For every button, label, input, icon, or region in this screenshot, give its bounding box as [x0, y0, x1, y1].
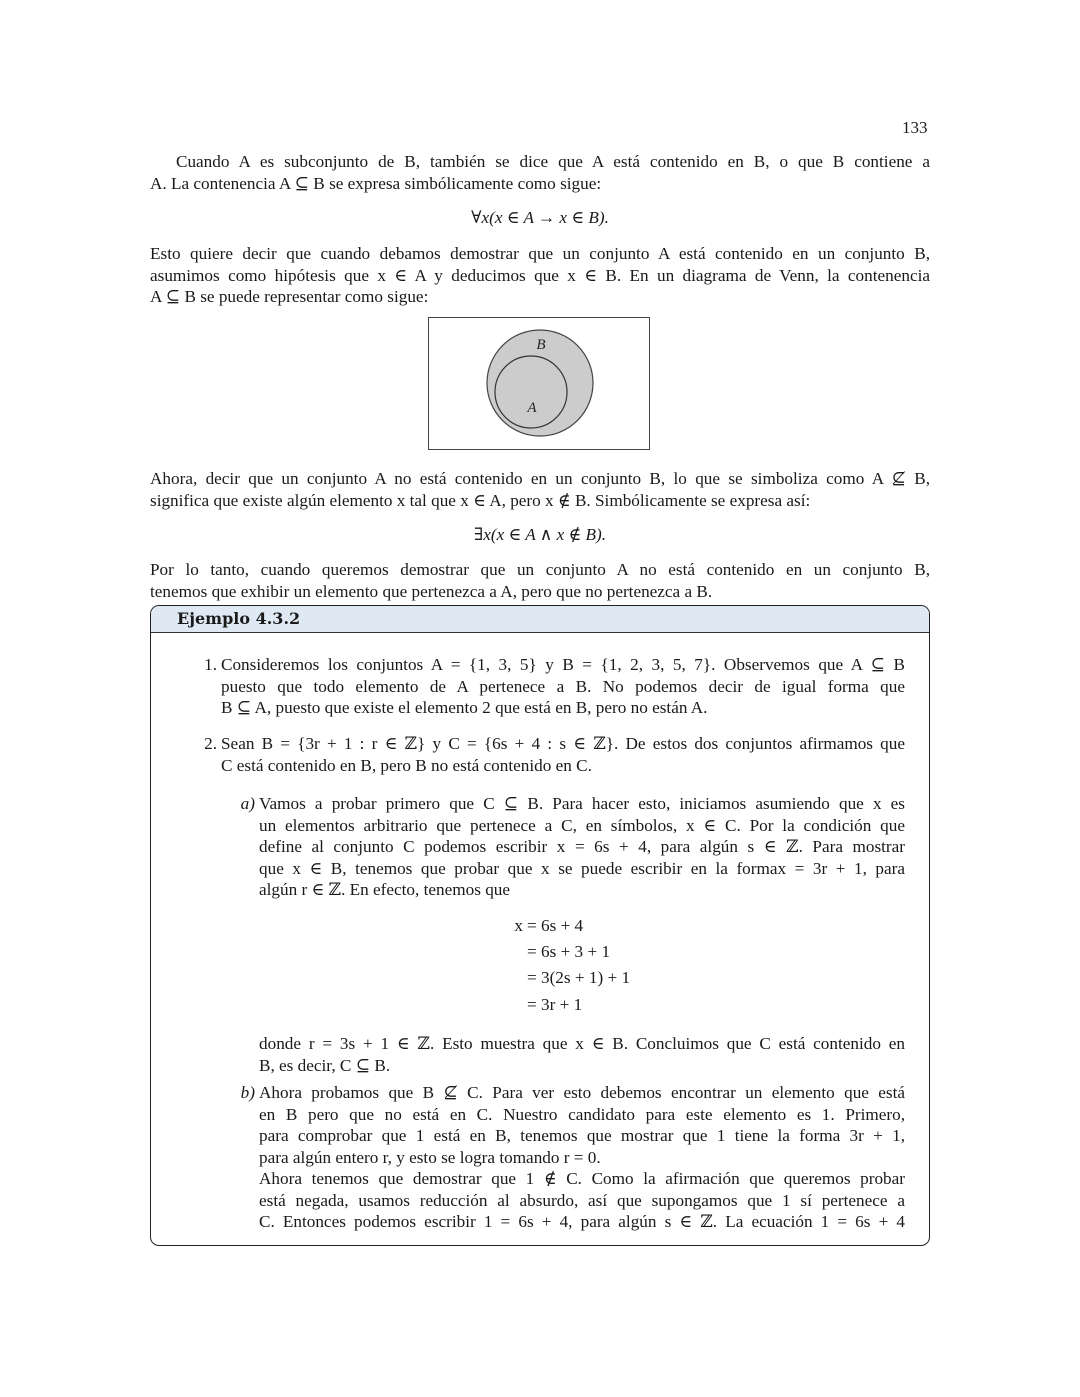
- example-title: Ejemplo 4.3.2: [151, 606, 929, 633]
- text-line: que x ∈ B, tenemos que probar que x se puede escribir en la formax = 3r + 1, para: [259, 858, 905, 878]
- intro-paragraph: [150, 151, 930, 194]
- text-line: A. La contenencia A ⊆ B se expresa simbólicamente como sigue:: [150, 173, 602, 193]
- equation-rhs: = 3r + 1: [527, 995, 583, 1014]
- subitem-label: a): [240, 794, 255, 813]
- venn-svg: [429, 318, 649, 449]
- paragraph-2: [150, 243, 930, 308]
- text-line: un elementos arbitrario que pertenece a C, en símbolos, x ∈ C. Por la condición que: [259, 815, 905, 835]
- example-box: [150, 605, 930, 1246]
- set-a-circle: [495, 356, 567, 428]
- text-line: donde r = 3s + 1 ∈ ℤ. Esto muestra que x ∈ B. Concluimos que C está contenido en: [259, 1034, 905, 1053]
- example-subitem-a-conclusion: [259, 1033, 905, 1076]
- example-subitem-a: [259, 793, 905, 901]
- text-line: B, es decir, C ⊆ B.: [259, 1055, 391, 1075]
- paragraph-4: [150, 559, 930, 602]
- text-line: algún r ∈ ℤ. En efecto, tenemos que: [259, 880, 511, 899]
- set-a-label: A: [527, 400, 537, 416]
- text-line: C. Entonces podemos escribir 1 = 6s + 4, para algún s ∈ ℤ. La ecuación 1 = 6s + 4: [259, 1212, 905, 1231]
- text-line: está negada, usamos reducción al absurdo, así que supongamos que 1 sí pertenece a: [259, 1190, 905, 1210]
- text-line: para comprobar que 1 está en B, tenemos que mostrar que 1 tiene la forma 3r + 1,: [259, 1126, 905, 1145]
- text-line: C está contenido en B, pero B no está contenido en C.: [221, 755, 592, 775]
- text-line: Ahora, decir que un conjunto A no está contenido en un conjunto B, lo que se simboliza como A ⊈ B,: [150, 469, 930, 488]
- text-line: significa que existe algún elemento x tal que x ∈ A, pero x ∉ B. Simbólicamente se expresa así:: [150, 490, 811, 510]
- text-line: Cuando A es subconjunto de B, también se dice que A está contenido en B, o que B contiene a: [176, 152, 930, 171]
- text-line: Vamos a probar primero que C ⊆ B. Para hacer esto, iniciamos asumiendo que x es: [259, 794, 905, 813]
- text-line: para algún entero r, y esto se logra tomando r = 0.: [259, 1147, 601, 1167]
- text-line: Ahora tenemos que demostrar que 1 ∉ C. Como la afirmación que queremos probar: [259, 1169, 905, 1188]
- formula-subset: ∀x(x ∈ A → x ∈ B).: [471, 208, 609, 227]
- text-line: tenemos que exhibir un elemento que pertenezca a A, pero que no pertenezca a B.: [150, 581, 713, 601]
- text-line: B ⊆ A, puesto que existe el elemento 2 que está en B, pero no están A.: [221, 698, 708, 717]
- text-line: Ahora probamos que B ⊈ C. Para ver esto debemos encontrar un elemento que está: [259, 1083, 905, 1102]
- example-item-1: [221, 654, 905, 719]
- text-line: Por lo tanto, cuando queremos demostrar que un conjunto A no está contenido en un conjunto B,: [150, 560, 930, 579]
- venn-diagram: [428, 317, 650, 450]
- subitem-label: b): [240, 1083, 255, 1102]
- text-line: Sean B = {3r + 1 : r ∈ ℤ} y C = {6s + 4 : s ∈ ℤ}. De estos dos conjuntos afirmamos que: [221, 734, 905, 753]
- equation-rhs: = 3(2s + 1) + 1: [527, 968, 631, 987]
- equation-rhs: = 6s + 3 + 1: [527, 942, 611, 961]
- text-line: A ⊆ B se puede representar como sigue:: [150, 287, 429, 306]
- paragraph-3: [150, 468, 930, 511]
- text-line: en B pero que no está en C. Nuestro candidato para este elemento es 1. Primero,: [259, 1104, 905, 1124]
- example-item-2: [221, 733, 905, 776]
- text-line: Consideremos los conjuntos A = {1, 3, 5} y B = {1, 2, 3, 5, 7}. Observemos que A ⊆ B: [221, 655, 905, 674]
- set-b-label: B: [536, 337, 546, 353]
- page-number: 133: [902, 118, 928, 137]
- equation-lhs: x: [514, 916, 523, 935]
- text-line: puesto que todo elemento de A pertenece a B. No podemos decir de igual forma que: [221, 676, 905, 696]
- text-line: asumimos como hipótesis que x ∈ A y deducimos que x ∈ B. En un diagrama de Venn, la contenencia: [150, 265, 930, 285]
- equation-rhs: = 6s + 4: [527, 916, 584, 935]
- formula-not-subset: ∃x(x ∈ A ∧ x ∉ B).: [473, 525, 607, 544]
- text-line: define al conjunto C podemos escribir x = 6s + 4, para algún s ∈ ℤ. Para mostrar: [259, 837, 905, 856]
- item-number: 2.: [204, 734, 217, 753]
- text-line: Esto quiere decir que cuando debamos demostrar que un conjunto A está contenido en un conjunto B,: [150, 244, 930, 263]
- item-number: 1.: [204, 655, 217, 674]
- example-subitem-b: [259, 1082, 905, 1233]
